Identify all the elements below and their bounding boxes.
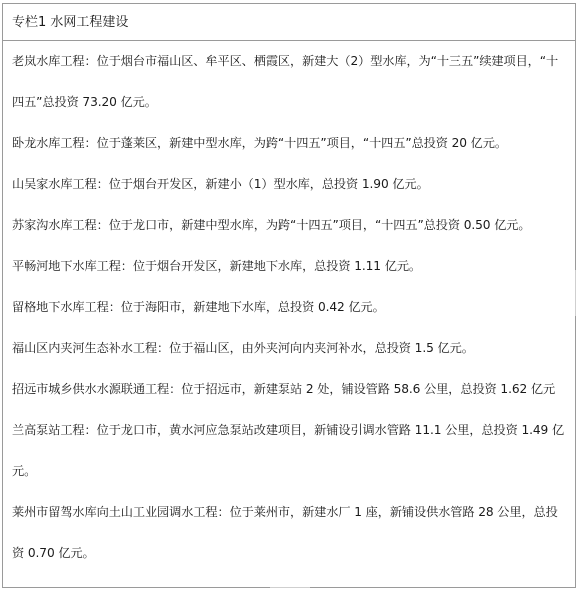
project-text: 福山区内夹河生态补水工程：位于福山区，由外夹河向内夹河补水，总投资 1.5 亿元。 — [12, 341, 474, 355]
project-list — [3, 41, 575, 574]
column-box — [2, 3, 576, 588]
project-text: 招远市城乡供水水源联通工程：位于招远市，新建泵站 2 处，铺设管路 58.6 公里，总投资 1.62 亿元 — [12, 382, 556, 396]
box-title: 专栏1 水网工程建设 — [3, 4, 575, 41]
project-text: 山吴家水库工程：位于烟台开发区，新建小（1）型水库，总投资 1.90 亿元。 — [12, 177, 429, 191]
project-text: 平畅河地下水库工程：位于烟台开发区，新建地下水库，总投资 1.11 亿元。 — [12, 259, 421, 273]
project-item-wolong — [12, 123, 569, 164]
project-text: 苏家沟水库工程：位于龙口市，新建中型水库，为跨“十四五”项目，“十四五”总投资 0.50 亿元。 — [12, 218, 531, 232]
project-text: 老岚水库工程：位于烟台市福山区、牟平区、栖霞区，新建大（2）型水库，为“十三五”续建项目，“十四五”总投资 73.20 亿元。 — [12, 54, 559, 109]
project-item-langao — [12, 410, 569, 492]
project-item-laolan — [12, 41, 569, 123]
project-item-pingchanghe — [12, 246, 569, 287]
project-item-sujiagou — [12, 205, 569, 246]
project-item-laizhou — [12, 492, 569, 574]
project-item-shanwujia — [12, 164, 569, 205]
project-text: 卧龙水库工程：位于蓬莱区，新建中型水库，为跨“十四五”项目，“十四五”总投资 20 亿元。 — [12, 136, 507, 150]
project-item-zhaoyuan — [12, 369, 569, 410]
project-item-fushan — [12, 328, 569, 369]
project-item-liuge — [12, 287, 569, 328]
project-text: 莱州市留驾水库向土山工业园调水工程：位于莱州市，新建水厂 1 座，新铺设供水管路 28 公里，总投资 0.70 亿元。 — [12, 505, 558, 560]
page-bottom-mark — [270, 587, 310, 591]
project-text: 兰高泵站工程：位于龙口市，黄水河应急泵站改建项目，新铺设引调水管路 11.1 公里，总投资 1.49 亿元。 — [12, 423, 565, 478]
page-edge-mark — [575, 270, 579, 316]
project-text: 留格地下水库工程：位于海阳市，新建地下水库，总投资 0.42 亿元。 — [12, 300, 385, 314]
